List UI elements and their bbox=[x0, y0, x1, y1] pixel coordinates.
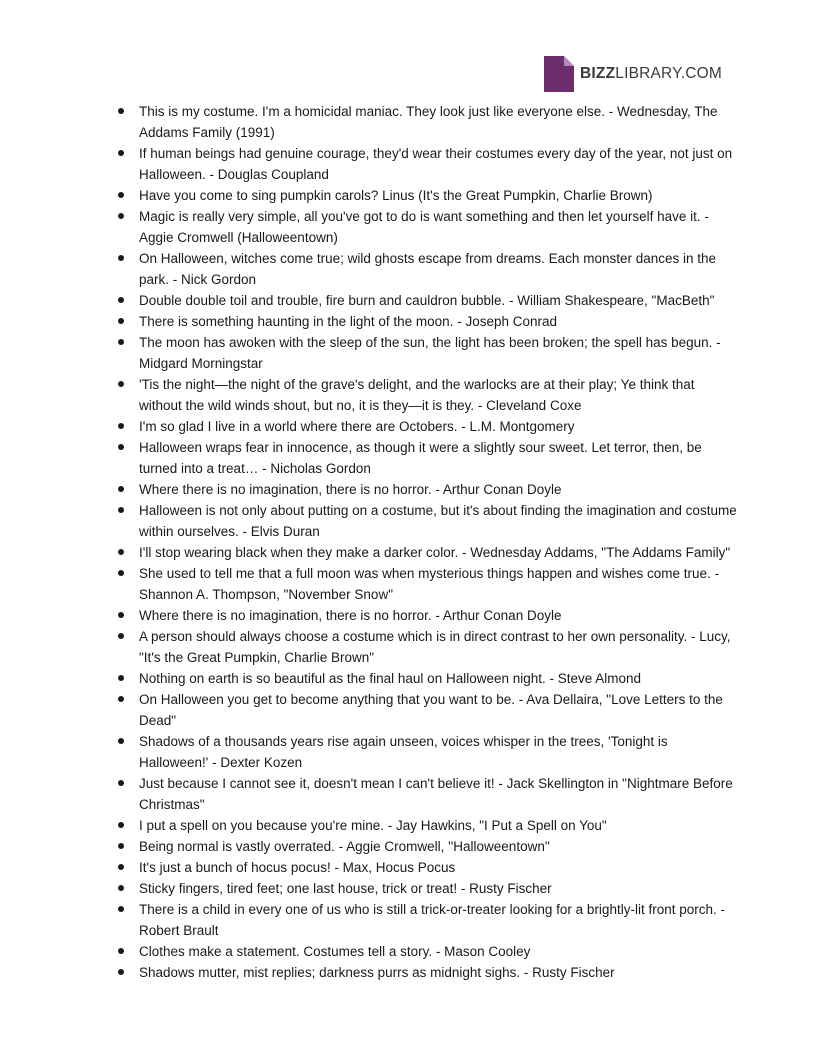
quote-item: There is a child in every one of us who is still a trick-or-treater looking for a brightly-lit front porch. - Robert Brault bbox=[139, 899, 739, 941]
quote-list bbox=[139, 101, 739, 983]
quote-item: Just because I cannot see it, doesn't mean I can't believe it! - Jack Skellington in "Nightmare Before Christmas" bbox=[139, 773, 739, 815]
logo-text-rest: LIBRARY.COM bbox=[615, 65, 722, 83]
quote-item: I put a spell on you because you're mine. - Jay Hawkins, "I Put a Spell on You" bbox=[139, 815, 739, 836]
quote-item: It's just a bunch of hocus pocus! - Max, Hocus Pocus bbox=[139, 857, 739, 878]
quote-item: I'll stop wearing black when they make a darker color. - Wednesday Addams, "The Addams Family" bbox=[139, 542, 739, 563]
quote-item: Sticky fingers, tired feet; one last house, trick or treat! - Rusty Fischer bbox=[139, 878, 739, 899]
bizzlibrary-logo bbox=[544, 56, 722, 92]
quote-item: Double double toil and trouble, fire burn and cauldron bubble. - William Shakespeare, "MacBeth" bbox=[139, 290, 739, 311]
quote-item: If human beings had genuine courage, they'd wear their costumes every day of the year, not just on Halloween. - Douglas Coupland bbox=[139, 143, 739, 185]
quote-item: The moon has awoken with the sleep of the sun, the light has been broken; the spell has begun. - Midgard Morningstar bbox=[139, 332, 739, 374]
quote-item: Halloween wraps fear in innocence, as though it were a slightly sour sweet. Let terror, then, be turned into a treat… - Nicholas Gordon bbox=[139, 437, 739, 479]
quote-item: Where there is no imagination, there is no horror. - Arthur Conan Doyle bbox=[139, 605, 739, 626]
logo-text-bold: BIZZ bbox=[580, 65, 616, 83]
quote-item: 'Tis the night—the night of the grave's delight, and the warlocks are at their play; Ye think that without the wild winds shout, but no, it is they—it is they. - Cleveland Coxe bbox=[139, 374, 739, 416]
quote-item: On Halloween you get to become anything that you want to be. - Ava Dellaira, "Love Letters to the Dead" bbox=[139, 689, 739, 731]
quote-item: On Halloween, witches come true; wild ghosts escape from dreams. Each monster dances in the park. - Nick Gordon bbox=[139, 248, 739, 290]
quote-item: Shadows mutter, mist replies; darkness purrs as midnight sighs. - Rusty Fischer bbox=[139, 962, 739, 983]
quote-item: She used to tell me that a full moon was when mysterious things happen and wishes come true. - Shannon A. Thompson, "November Snow" bbox=[139, 563, 739, 605]
quote-item: Being normal is vastly overrated. - Aggie Cromwell, ''Halloweentown'' bbox=[139, 836, 739, 857]
logo-text bbox=[580, 66, 722, 82]
quote-item: Nothing on earth is so beautiful as the final haul on Halloween night. - Steve Almond bbox=[139, 668, 739, 689]
quote-item: This is my costume. I'm a homicidal maniac. They look just like everyone else. - Wednesday, The Addams Family (1991) bbox=[139, 101, 739, 143]
quote-item: There is something haunting in the light of the moon. - Joseph Conrad bbox=[139, 311, 739, 332]
quote-item: I'm so glad I live in a world where there are Octobers. - L.M. Montgomery bbox=[139, 416, 739, 437]
quote-item: Have you come to sing pumpkin carols? Linus (It's the Great Pumpkin, Charlie Brown) bbox=[139, 185, 739, 206]
quote-item: Where there is no imagination, there is no horror. - Arthur Conan Doyle bbox=[139, 479, 739, 500]
quote-item: Magic is really very simple, all you've got to do is want something and then let yourself have it. - Aggie Cromwell (Halloweentown) bbox=[139, 206, 739, 248]
quote-item: A person should always choose a costume which is in direct contrast to her own personality. - Lucy, "It's the Great Pumpkin, Charlie Brown" bbox=[139, 626, 739, 668]
quote-item: Halloween is not only about putting on a costume, but it's about finding the imagination and costume within ourselves. - Elvis Duran bbox=[139, 500, 739, 542]
document-icon bbox=[544, 56, 574, 92]
quote-item: Clothes make a statement. Costumes tell a story. - Mason Cooley bbox=[139, 941, 739, 962]
quote-item: Shadows of a thousands years rise again unseen, voices whisper in the trees, 'Tonight is Halloween!' - Dexter Kozen bbox=[139, 731, 739, 773]
